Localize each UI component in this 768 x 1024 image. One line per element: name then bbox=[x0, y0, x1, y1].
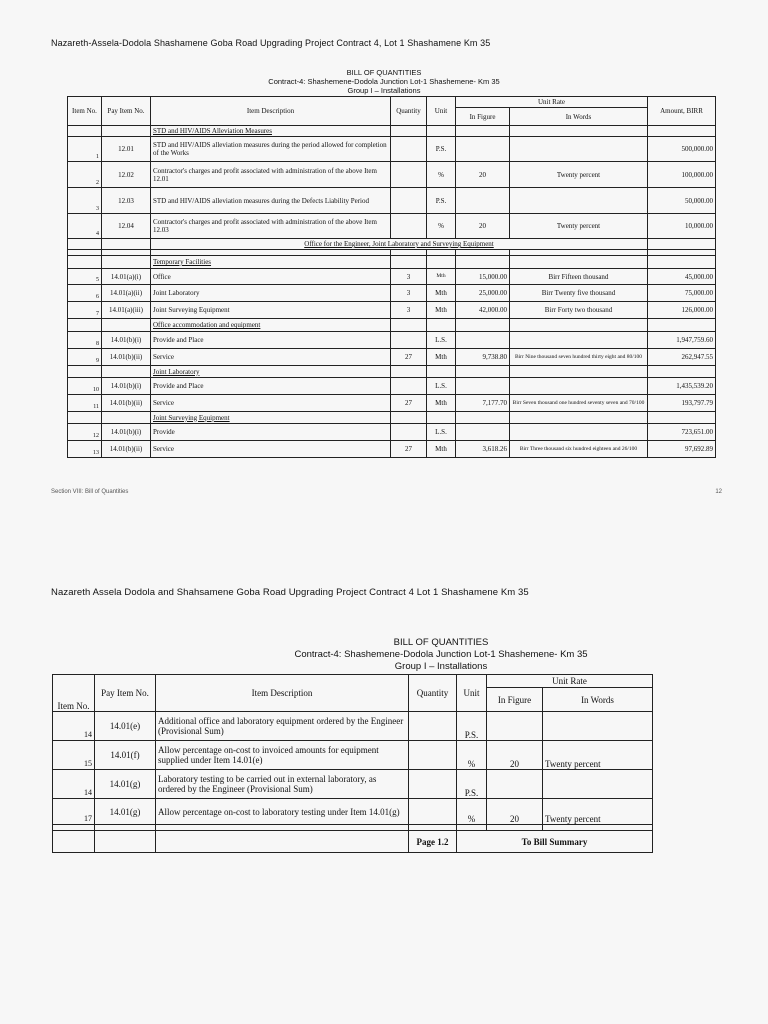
col-in-figure: In Figure bbox=[456, 108, 510, 126]
boq-group: Group I – Installations bbox=[394, 661, 488, 672]
amount: 75,000.00 bbox=[648, 285, 716, 302]
unit: L.S. bbox=[427, 378, 456, 395]
pay-item: 14.01(b)(i) bbox=[102, 378, 151, 395]
table-row bbox=[68, 137, 716, 162]
unit-rate-figure: 15,000.00 bbox=[456, 269, 510, 285]
quantity: 27 bbox=[391, 395, 427, 412]
table-row bbox=[68, 302, 716, 319]
item-description: Service bbox=[151, 441, 391, 458]
amount: 500,000.00 bbox=[648, 137, 716, 162]
item-no: 10 bbox=[68, 378, 102, 395]
col-in-figure: In Figure bbox=[487, 688, 543, 712]
item-description: Provide and Place bbox=[151, 332, 391, 349]
item-description: Provide and Place bbox=[151, 378, 391, 395]
boq-title: BILL OF QUANTITIES bbox=[346, 68, 422, 77]
table-row bbox=[68, 332, 716, 349]
col-item-no: Item No. bbox=[68, 97, 102, 126]
unit: Mth bbox=[427, 441, 456, 458]
table-row bbox=[68, 424, 716, 441]
unit-rate-words: Birr Three thousand six hundred eighteen and 26/100 bbox=[510, 441, 648, 458]
table-row bbox=[68, 269, 716, 285]
col-item-no: Item No. bbox=[53, 675, 95, 712]
pay-item: 14.01(b)(ii) bbox=[102, 441, 151, 458]
item-description: Service bbox=[151, 395, 391, 412]
unit: % bbox=[457, 741, 487, 770]
unit: % bbox=[427, 214, 456, 239]
unit-rate-words: Birr Nine thousand seven hundred thirty eight and 80/100 bbox=[510, 349, 648, 366]
item-no: 6 bbox=[68, 285, 102, 302]
quantity: 27 bbox=[391, 441, 427, 458]
item-description: STD and HIV/AIDS alleviation measures during the period allowed for completion of the Works bbox=[151, 137, 391, 162]
col-pay-item: Pay Item No. bbox=[102, 97, 151, 126]
page-2-header: Nazareth Assela Dodola and Shahsamene Goba Road Upgrading Project Contract 4 Lot 1 Shashamene Km 35 bbox=[51, 587, 529, 598]
pay-item: 12.02 bbox=[102, 162, 151, 188]
col-unit-rate: Unit Rate bbox=[456, 97, 648, 108]
item-description: Allow percentage on-cost to invoiced amounts for equipment supplied under Item 14.01(e) bbox=[156, 741, 409, 770]
amount: 193,797.79 bbox=[648, 395, 716, 412]
boq-table-1 bbox=[67, 96, 716, 458]
subsection-title: Joint Laboratory bbox=[151, 366, 391, 378]
unit: P.S. bbox=[457, 712, 487, 741]
table-row bbox=[68, 214, 716, 239]
table-row bbox=[53, 770, 653, 799]
unit: Mth bbox=[427, 349, 456, 366]
subsection-title: Joint Surveying Equipment bbox=[151, 412, 391, 424]
page-footer-number: 12 bbox=[715, 489, 722, 495]
amount: 50,000.00 bbox=[648, 188, 716, 214]
subsection-title: Temporary Facilities bbox=[151, 256, 391, 269]
boq-subtitle: Contract-4: Shashemene-Dodola Junction Lot-1 Shashemene- Km 35 bbox=[268, 77, 500, 86]
table-row bbox=[68, 188, 716, 214]
unit: % bbox=[457, 799, 487, 825]
item-description: Joint Surveying Equipment bbox=[151, 302, 391, 319]
subsection-title: Office accommodation and equipment bbox=[151, 319, 391, 332]
amount: 97,692.89 bbox=[648, 441, 716, 458]
table-row bbox=[68, 441, 716, 458]
section-title: STD and HIV/AIDS Alleviation Measures bbox=[151, 126, 391, 137]
unit-rate-words: Twenty percent bbox=[543, 741, 653, 770]
unit-rate-words: Birr Twenty five thousand bbox=[510, 285, 648, 302]
boq-table-2 bbox=[52, 674, 653, 853]
unit-rate-figure: 7,177.70 bbox=[456, 395, 510, 412]
unit: P.S. bbox=[427, 188, 456, 214]
unit: % bbox=[427, 162, 456, 188]
amount: 262,947.55 bbox=[648, 349, 716, 366]
page-footer-left: Section VIII: Bill of Quantities bbox=[51, 489, 129, 495]
col-unit: Unit bbox=[457, 675, 487, 712]
item-no: 7 bbox=[68, 302, 102, 319]
to-bill-summary: To Bill Summary bbox=[457, 831, 653, 853]
pay-item: 14.01(e) bbox=[95, 712, 156, 741]
boq-group: Group I – Installations bbox=[347, 86, 421, 95]
amount: 723,651.00 bbox=[648, 424, 716, 441]
item-description: Contractor's charges and profit associated with administration of the above Item 12.01 bbox=[151, 162, 391, 188]
unit-rate-figure: 20 bbox=[487, 741, 543, 770]
pay-item: 12.03 bbox=[102, 188, 151, 214]
item-no: 3 bbox=[68, 188, 102, 214]
page-1-header: Nazareth-Assela-Dodola Shashamene Goba Road Upgrading Project Contract 4, Lot 1 Shashamene Km 35 bbox=[51, 38, 491, 48]
subsection-row bbox=[68, 366, 716, 378]
unit-rate-figure: 9,738.80 bbox=[456, 349, 510, 366]
col-description: Item Description bbox=[156, 675, 409, 712]
boq-title: BILL OF QUANTITIES bbox=[393, 637, 489, 648]
section-row bbox=[68, 239, 716, 250]
table-row bbox=[68, 285, 716, 302]
unit-rate-words: Birr Seven thousand one hundred seventy seven and 70/100 bbox=[510, 395, 648, 412]
pay-item: 14.01(b)(ii) bbox=[102, 395, 151, 412]
quantity: 3 bbox=[391, 269, 427, 285]
quantity: 3 bbox=[391, 302, 427, 319]
item-no: 17 bbox=[53, 799, 95, 825]
table-row bbox=[68, 378, 716, 395]
col-unit: Unit bbox=[427, 97, 456, 126]
pay-item: 14.01(f) bbox=[95, 741, 156, 770]
section-title: Office for the Engineer, Joint Laboratory and Surveying Equipment bbox=[151, 239, 648, 250]
item-no: 13 bbox=[68, 441, 102, 458]
amount: 126,000.00 bbox=[648, 302, 716, 319]
item-no: 12 bbox=[68, 424, 102, 441]
unit-rate-words: Twenty percent bbox=[510, 214, 648, 239]
item-no: 11 bbox=[68, 395, 102, 412]
pay-item: 14.01(g) bbox=[95, 799, 156, 825]
table-row bbox=[53, 799, 653, 825]
quantity: 27 bbox=[391, 349, 427, 366]
item-no: 15 bbox=[53, 741, 95, 770]
pay-item: 14.01(b)(ii) bbox=[102, 349, 151, 366]
item-description: STD and HIV/AIDS alleviation measures during the Defects Liability Period bbox=[151, 188, 391, 214]
table-row bbox=[68, 349, 716, 366]
col-quantity: Quantity bbox=[409, 675, 457, 712]
table-row bbox=[53, 741, 653, 770]
item-description: Laboratory testing to be carried out in external laboratory, as ordered by the Engineer (Provisional Sum) bbox=[156, 770, 409, 799]
subsection-row bbox=[68, 319, 716, 332]
unit: P.S. bbox=[427, 137, 456, 162]
item-description: Office bbox=[151, 269, 391, 285]
item-no: 14 bbox=[53, 770, 95, 799]
col-pay-item: Pay Item No. bbox=[95, 675, 156, 712]
unit-rate-figure: 20 bbox=[456, 162, 510, 188]
pay-item: 14.01(b)(i) bbox=[102, 424, 151, 441]
unit-rate-words: Birr Forty two thousand bbox=[510, 302, 648, 319]
col-in-words: In Words bbox=[543, 688, 653, 712]
pay-item: 14.01(b)(i) bbox=[102, 332, 151, 349]
item-no: 1 bbox=[68, 137, 102, 162]
pay-item: 12.01 bbox=[102, 137, 151, 162]
table-row bbox=[68, 162, 716, 188]
item-no: 4 bbox=[68, 214, 102, 239]
item-no: 14 bbox=[53, 712, 95, 741]
amount: 1,947,759.60 bbox=[648, 332, 716, 349]
table-row bbox=[68, 395, 716, 412]
item-description: Provide bbox=[151, 424, 391, 441]
pay-item: 14.01(a)(i) bbox=[102, 269, 151, 285]
item-no: 9 bbox=[68, 349, 102, 366]
unit-rate-figure: 20 bbox=[487, 799, 543, 825]
pay-item: 12.04 bbox=[102, 214, 151, 239]
col-quantity: Quantity bbox=[391, 97, 427, 126]
amount: 100,000.00 bbox=[648, 162, 716, 188]
unit: Mth bbox=[427, 302, 456, 319]
boq-page-2 bbox=[0, 572, 768, 1024]
item-description: Joint Laboratory bbox=[151, 285, 391, 302]
item-description: Contractor's charges and profit associated with administration of the above Item 12.03 bbox=[151, 214, 391, 239]
subsection-row bbox=[68, 256, 716, 269]
col-unit-rate: Unit Rate bbox=[487, 675, 653, 688]
unit-rate-figure: 3,618.26 bbox=[456, 441, 510, 458]
unit: L.S. bbox=[427, 424, 456, 441]
subsection-row bbox=[68, 412, 716, 424]
unit-rate-figure: 42,000.00 bbox=[456, 302, 510, 319]
section-row bbox=[68, 126, 716, 137]
pay-item: 14.01(a)(ii) bbox=[102, 285, 151, 302]
item-description: Allow percentage on-cost to laboratory testing under Item 14.01(g) bbox=[156, 799, 409, 825]
unit: Mth bbox=[427, 395, 456, 412]
col-in-words: In Words bbox=[510, 108, 648, 126]
amount: 45,000.00 bbox=[648, 269, 716, 285]
item-no: 5 bbox=[68, 269, 102, 285]
boq-subtitle: Contract-4: Shashemene-Dodola Junction Lot-1 Shashemene- Km 35 bbox=[294, 649, 588, 660]
item-description: Service bbox=[151, 349, 391, 366]
unit: Mth bbox=[427, 269, 456, 285]
unit-rate-words: Twenty percent bbox=[510, 162, 648, 188]
item-description: Additional office and laboratory equipment ordered by the Engineer (Provisional Sum) bbox=[156, 712, 409, 741]
unit-rate-figure: 25,000.00 bbox=[456, 285, 510, 302]
unit-rate-figure: 20 bbox=[456, 214, 510, 239]
item-no: 8 bbox=[68, 332, 102, 349]
item-no: 2 bbox=[68, 162, 102, 188]
pay-item: 14.01(a)(iii) bbox=[102, 302, 151, 319]
boq-page-1 bbox=[0, 0, 768, 497]
unit: Mth bbox=[427, 285, 456, 302]
amount: 1,435,539.20 bbox=[648, 378, 716, 395]
unit: P.S. bbox=[457, 770, 487, 799]
total-row bbox=[53, 831, 653, 853]
unit: L.S. bbox=[427, 332, 456, 349]
pay-item: 14.01(g) bbox=[95, 770, 156, 799]
unit-rate-words: Birr Fifteen thousand bbox=[510, 269, 648, 285]
table-row bbox=[53, 712, 653, 741]
col-amount: Amount, BIRR bbox=[648, 97, 716, 126]
amount: 10,000.00 bbox=[648, 214, 716, 239]
quantity: 3 bbox=[391, 285, 427, 302]
page-label: Page 1.2 bbox=[409, 831, 457, 853]
unit-rate-words: Twenty percent bbox=[543, 799, 653, 825]
col-description: Item Description bbox=[151, 97, 391, 126]
